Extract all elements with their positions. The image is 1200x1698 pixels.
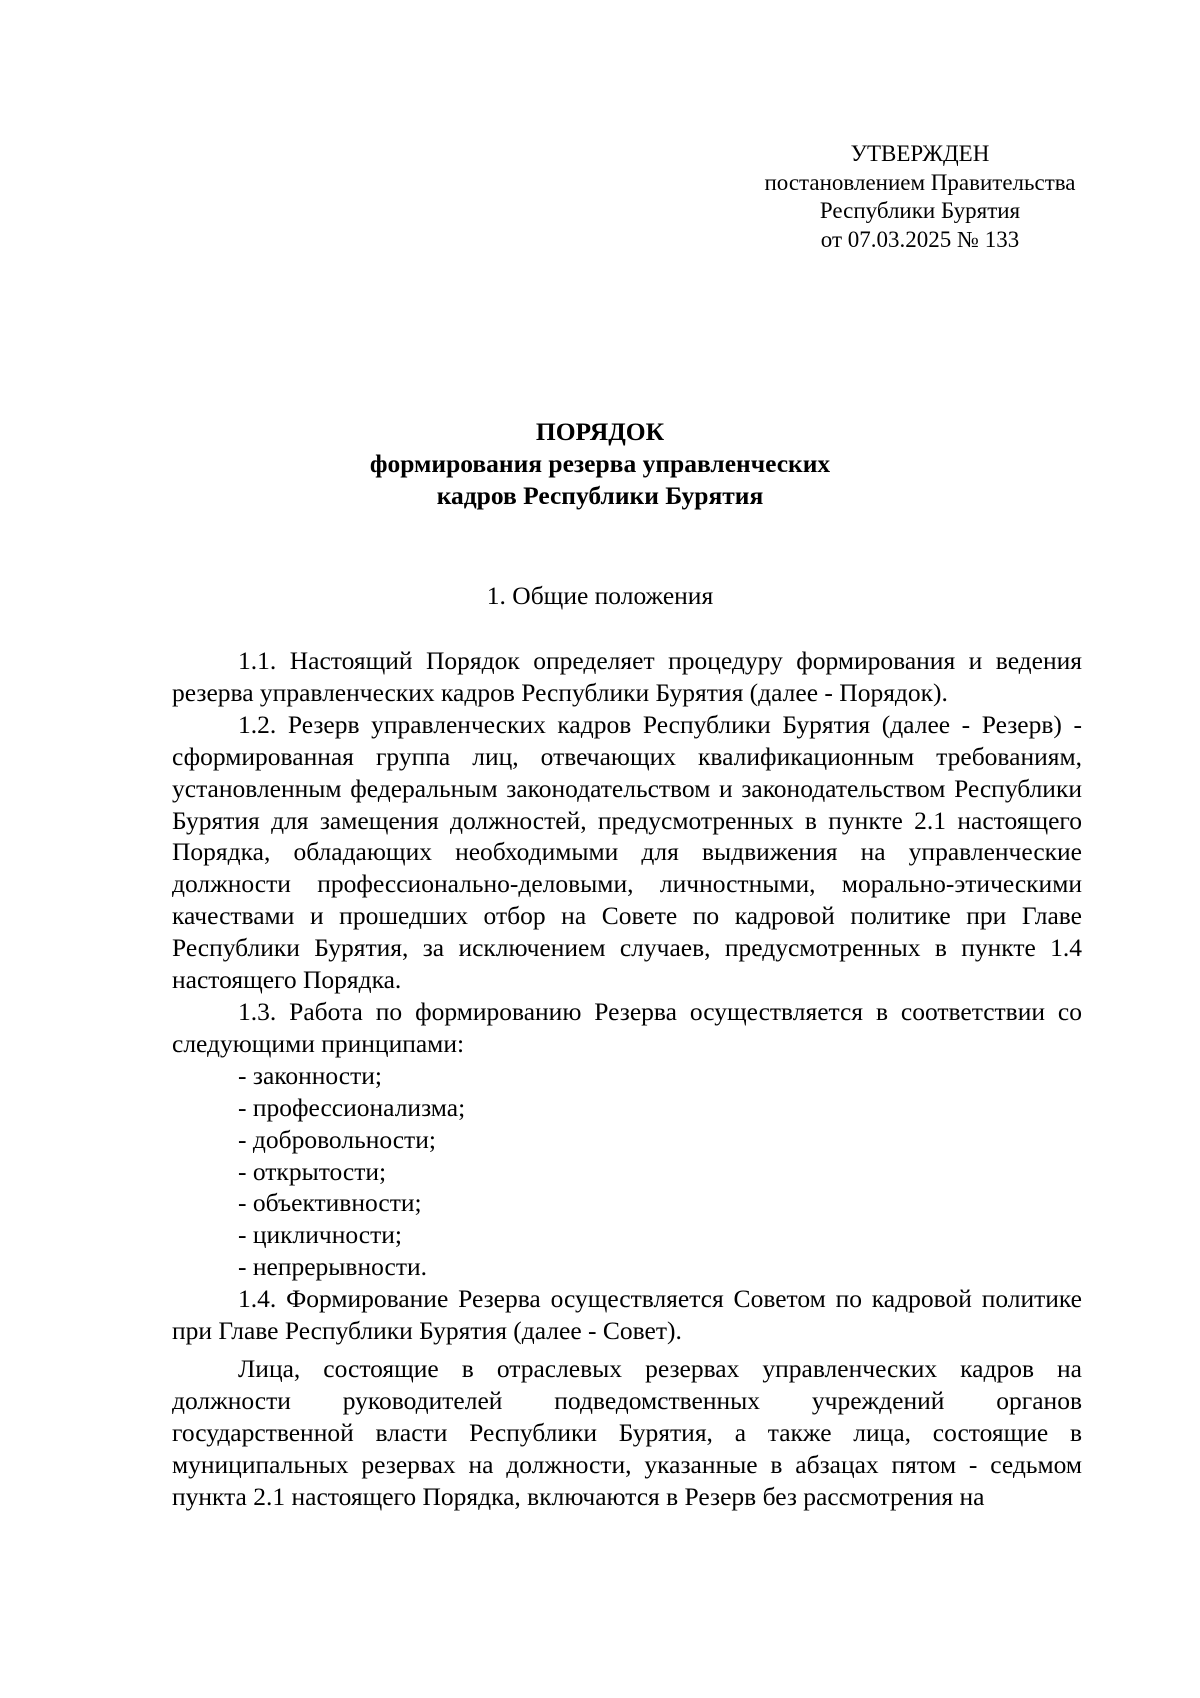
title-subtitle-2: кадров Республики Бурятия [436,481,764,510]
document-body [172,645,1082,1512]
list-item: - профессионализма; [238,1092,466,1122]
approval-stamp [740,140,1100,254]
list-item: - цикличности; [238,1220,402,1250]
approval-line-3: Республики Бурятия [819,198,1021,223]
approval-line-2: постановлением Правительства [764,169,1076,195]
list-item: - открытости; [238,1156,387,1186]
list-item: - объективности; [238,1188,422,1218]
paragraph-1-1: 1.1. Настоящий Порядок определяет процедуру формирования и ведения резерва управленческих кадров Республики Бурятия (далее - Порядок). [172,646,1082,707]
document-title [0,416,1200,512]
list-item: - непрерывности. [238,1252,427,1282]
title-heading: ПОРЯДОК [535,417,665,446]
paragraph-1-4-continued: Лица, состоящие в отраслевых резервах управленческих кадров на должности руководителей подведомственных учреждений органов государственной власти Республики Бурятия, а также лица, состоящие в муниципальных резервах на должности, указанные в абзацах пятом - седьмом пункта 2.1 настоящего Порядка, включаются в Резерв без рассмотрения на [172,1353,1082,1511]
title-subtitle-1: формирования резерва управленческих [369,449,831,478]
section-title: 1. Общие положения [486,581,714,610]
paragraph-1-3: 1.3. Работа по формированию Резерва осуществляется в соответствии со следующими принципами: [172,996,1082,1058]
approval-line-1: УТВЕРЖДЕН [850,141,990,166]
list-item: - добровольности; [238,1124,436,1154]
paragraph-1-4: 1.4. Формирование Резерва осуществляется Советом по кадровой политике при Главе Республики Бурятия (далее - Совет). [172,1284,1082,1346]
paragraph-1-2: 1.2. Резерв управленческих кадров Республики Бурятия (далее - Резерв) - сформированная группа лиц, отвечающих квалификационным требованиям, установленным федеральным законодательством и законодательством Республики Бурятия для замещения должностей, предусмотренных в пункте 2.1 настоящего Порядка, обладающих необходимыми для выдвижения на управленческие должности профессионально-деловыми, личностными, морально-этическими качествами и прошедших отбор на Совете по кадровой политике при Главе Республики Бурятия, за исключением случаев, предусмотренных в пункте 1.4 настоящего Порядка. [172,709,1082,995]
approval-line-4: от 07.03.2025 № 133 [820,226,1020,252]
list-item: - законности; [238,1060,382,1090]
